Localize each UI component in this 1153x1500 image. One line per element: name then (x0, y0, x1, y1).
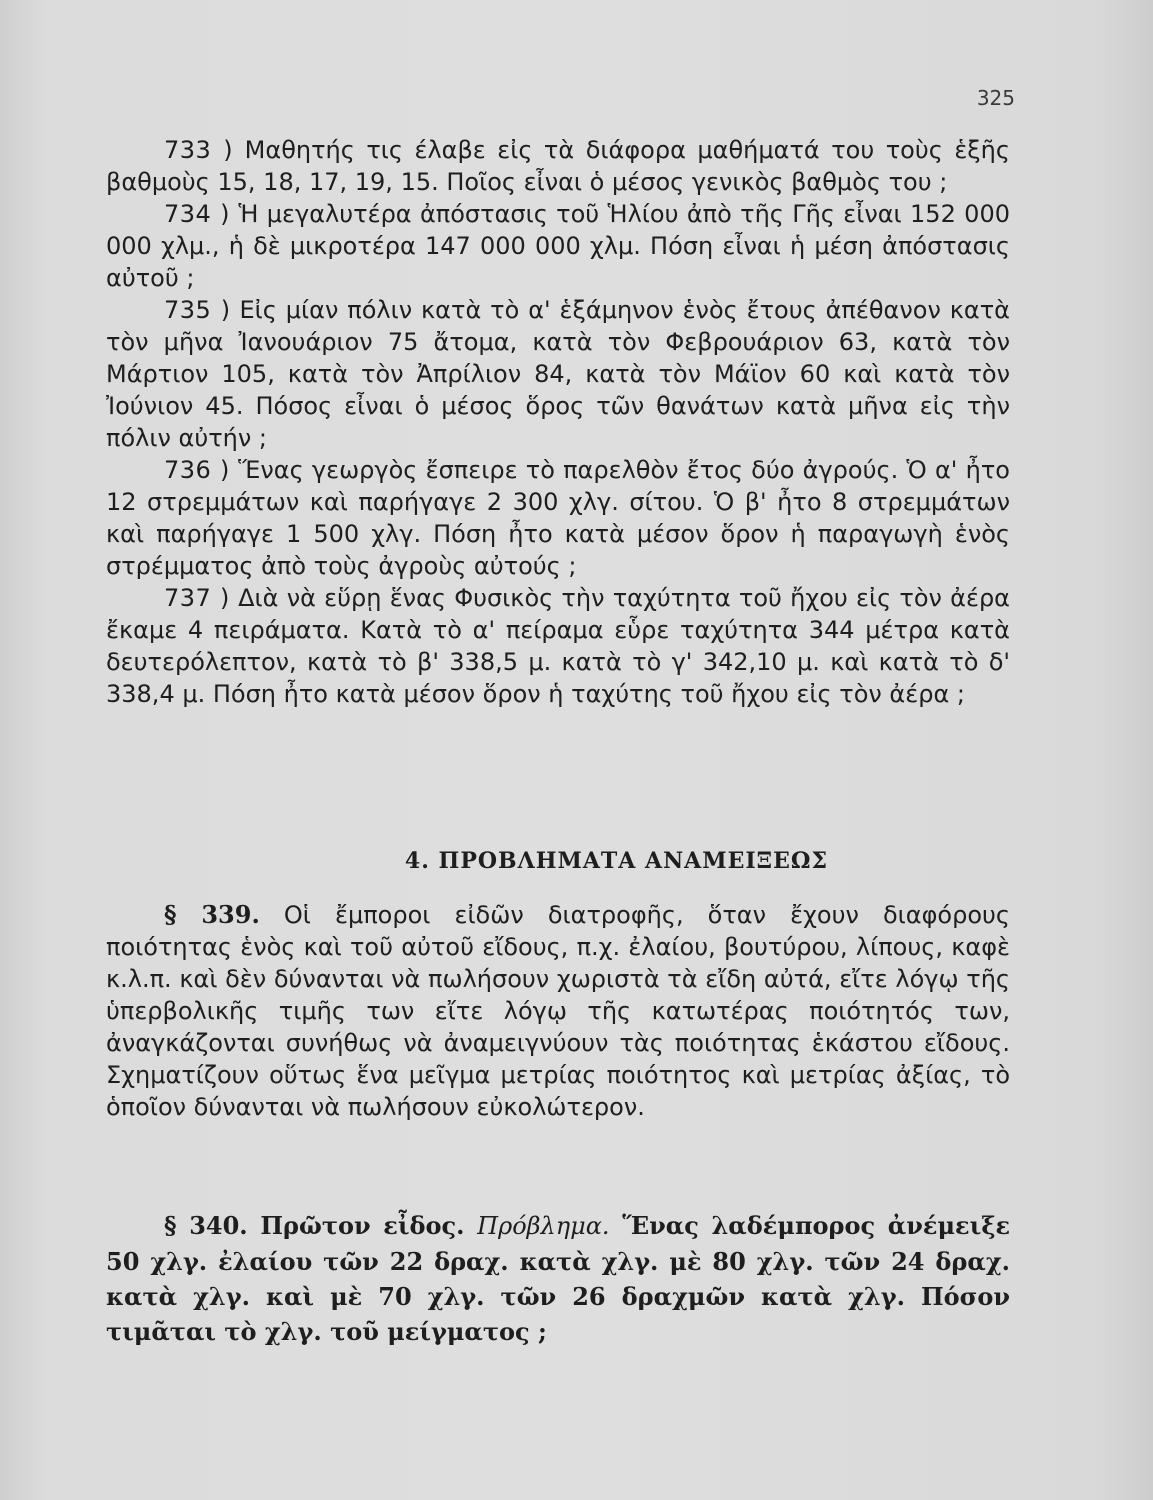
section-339 (106, 899, 1010, 1123)
problem-734 (106, 198, 1010, 294)
problem-text: Ἡ μεγαλυτέρα ἀπόστασις τοῦ Ἡλίου ἀπὸ τῆς Γῆς εἶναι 152 000 000 χλμ., ἡ δὲ μικροτέρα 147 000 000 χλμ. Πόση εἶναι ἡ μέση ἀπόστασις αὐτοῦ ; (106, 200, 1010, 292)
problems-list (106, 134, 1010, 710)
section-339-paragraph (106, 899, 1010, 1123)
problem-number: 736 ) (164, 456, 230, 484)
problem-label: Πρόβλημα. (477, 1212, 610, 1240)
problem-number: 734 ) (164, 200, 231, 228)
problem-number: 735 ) (164, 296, 231, 324)
section-number: § 340. (164, 1211, 248, 1240)
section-number: § 339. (164, 900, 260, 929)
problem-text: Ἕνας γεωργὸς ἔσπειρε τὸ παρελθὸν ἔτος δύο ἀγρούς. Ὁ α' ἦτο 12 στρεμμάτων καὶ παρήγαγε 2 300 χλγ. σίτου. Ὁ β' ἦτο 8 στρεμμάτων καὶ παρήγαγε 1 500 χλγ. Πόση ἦτο κατὰ μέσον ὅρον ἡ παραγωγὴ ἑνὸς στρέμματος ἀπὸ τοὺς ἀγροὺς αὐτούς ; (106, 456, 1010, 580)
section-heading: 4. ΠΡΟΒΛΗΜΑΤΑ ΑΝΑΜΕΙΞΕΩΣ (404, 848, 829, 874)
problem-736 (106, 454, 1010, 582)
problem-number: 733 ) (164, 136, 234, 164)
problem-735 (106, 294, 1010, 454)
problem-text: Εἰς μίαν πόλιν κατὰ τὸ α' ἑξάμηνον ἑνὸς ἔτους ἀπέθανον κατὰ τὸν μῆνα Ἰανουάριον 75 ἄτομα, κατὰ τὸν Φεβρουάριον 63, κατὰ τὸν Μάρτιον 105, κατὰ τὸν Ἀπρίλιον 84, κατὰ τὸν Μάϊον 60 καὶ κατὰ τὸν Ἰούνιον 45. Πόσος εἶναι ὁ μέσος ὅρος τῶν θανάτων κατὰ μῆνα εἰς τὴν πόλιν αὐτήν ; (106, 296, 1010, 452)
problem-733 (106, 134, 1010, 198)
problem-737 (106, 582, 1010, 710)
section-340-paragraph (106, 1208, 1010, 1349)
problem-text: Μαθητής τις έλαβε εἰς τὰ διάφορα μαθήματά του τοὺς ἑξῆς βαθμοὺς 15, 18, 17, 19, 15. Ποῖος εἶναι ὁ μέσος γενικὸς βαθμὸς του ; (106, 136, 1010, 196)
section-340 (106, 1208, 1010, 1349)
problem-text: Διὰ νὰ εὕρῃ ἕνας Φυσικὸς τὴν ταχύτητα τοῦ ἤχου εἰς τὸν ἀέρα ἔκαμε 4 πειράματα. Κατὰ τὸ α' πείραμα εὗρε ταχύτητα 344 μέτρα κατὰ δευτερόλεπτον, κατὰ τὸ β' 338,5 μ. κατὰ τὸ γ' 342,10 μ. καὶ κατὰ τὸ δ' 338,4 μ. Πόση ἦτο κατὰ μέσον ὅρον ἡ ταχύτης τοῦ ἤχου εἰς τὸν ἀέρα ; (106, 584, 1010, 708)
problem-text: Ἕνας λαδέμπορος ἀνέμειξε 50 χλγ. ἐλαίου τῶν 22 δραχ. κατὰ χλγ. μὲ 80 χλγ. τῶν 24 δραχ. κατὰ χλγ. καὶ μὲ 70 χλγ. τῶν 26 δραχμῶν κατὰ χλγ. Πόσον τιμᾶται τὸ χλγ. τοῦ μείγματος ; (106, 1211, 1011, 1346)
page-number: 325 (976, 86, 1015, 110)
section-heading-text: Πρῶτον εἶδος. (260, 1211, 465, 1240)
section-text: Οἱ ἔμποροι εἰδῶν διατροφῆς, ὅταν ἔχουν διαφόρους ποιότητας ἑνὸς καὶ τοῦ αὐτοῦ εἴδους, π.χ. ἐλαίου, βουτύρου, λίπους, καφὲ κ.λ.π. καὶ δὲν δύνανται νὰ πωλήσουν χωριστὰ τὰ εἴδη αὐτά, εἴτε λόγῳ τῆς ὑπερβολικῆς τιμῆς των εἴτε λόγῳ τῆς κατωτέρας ποιότητός των, ἀναγκάζονται συνήθως νὰ ἀναμειγνύουν τὰς ποιότητας ἑκάστου εἴδους. Σχηματίζουν οὕτως ἕνα μεῖγμα μετρίας ποιότητος καὶ μετρίας ἀξίας, τὸ ὁποῖον δύνανται νὰ πωλήσουν εὐκολώτερον. (106, 901, 1010, 1121)
problem-number: 737 ) (164, 584, 230, 612)
